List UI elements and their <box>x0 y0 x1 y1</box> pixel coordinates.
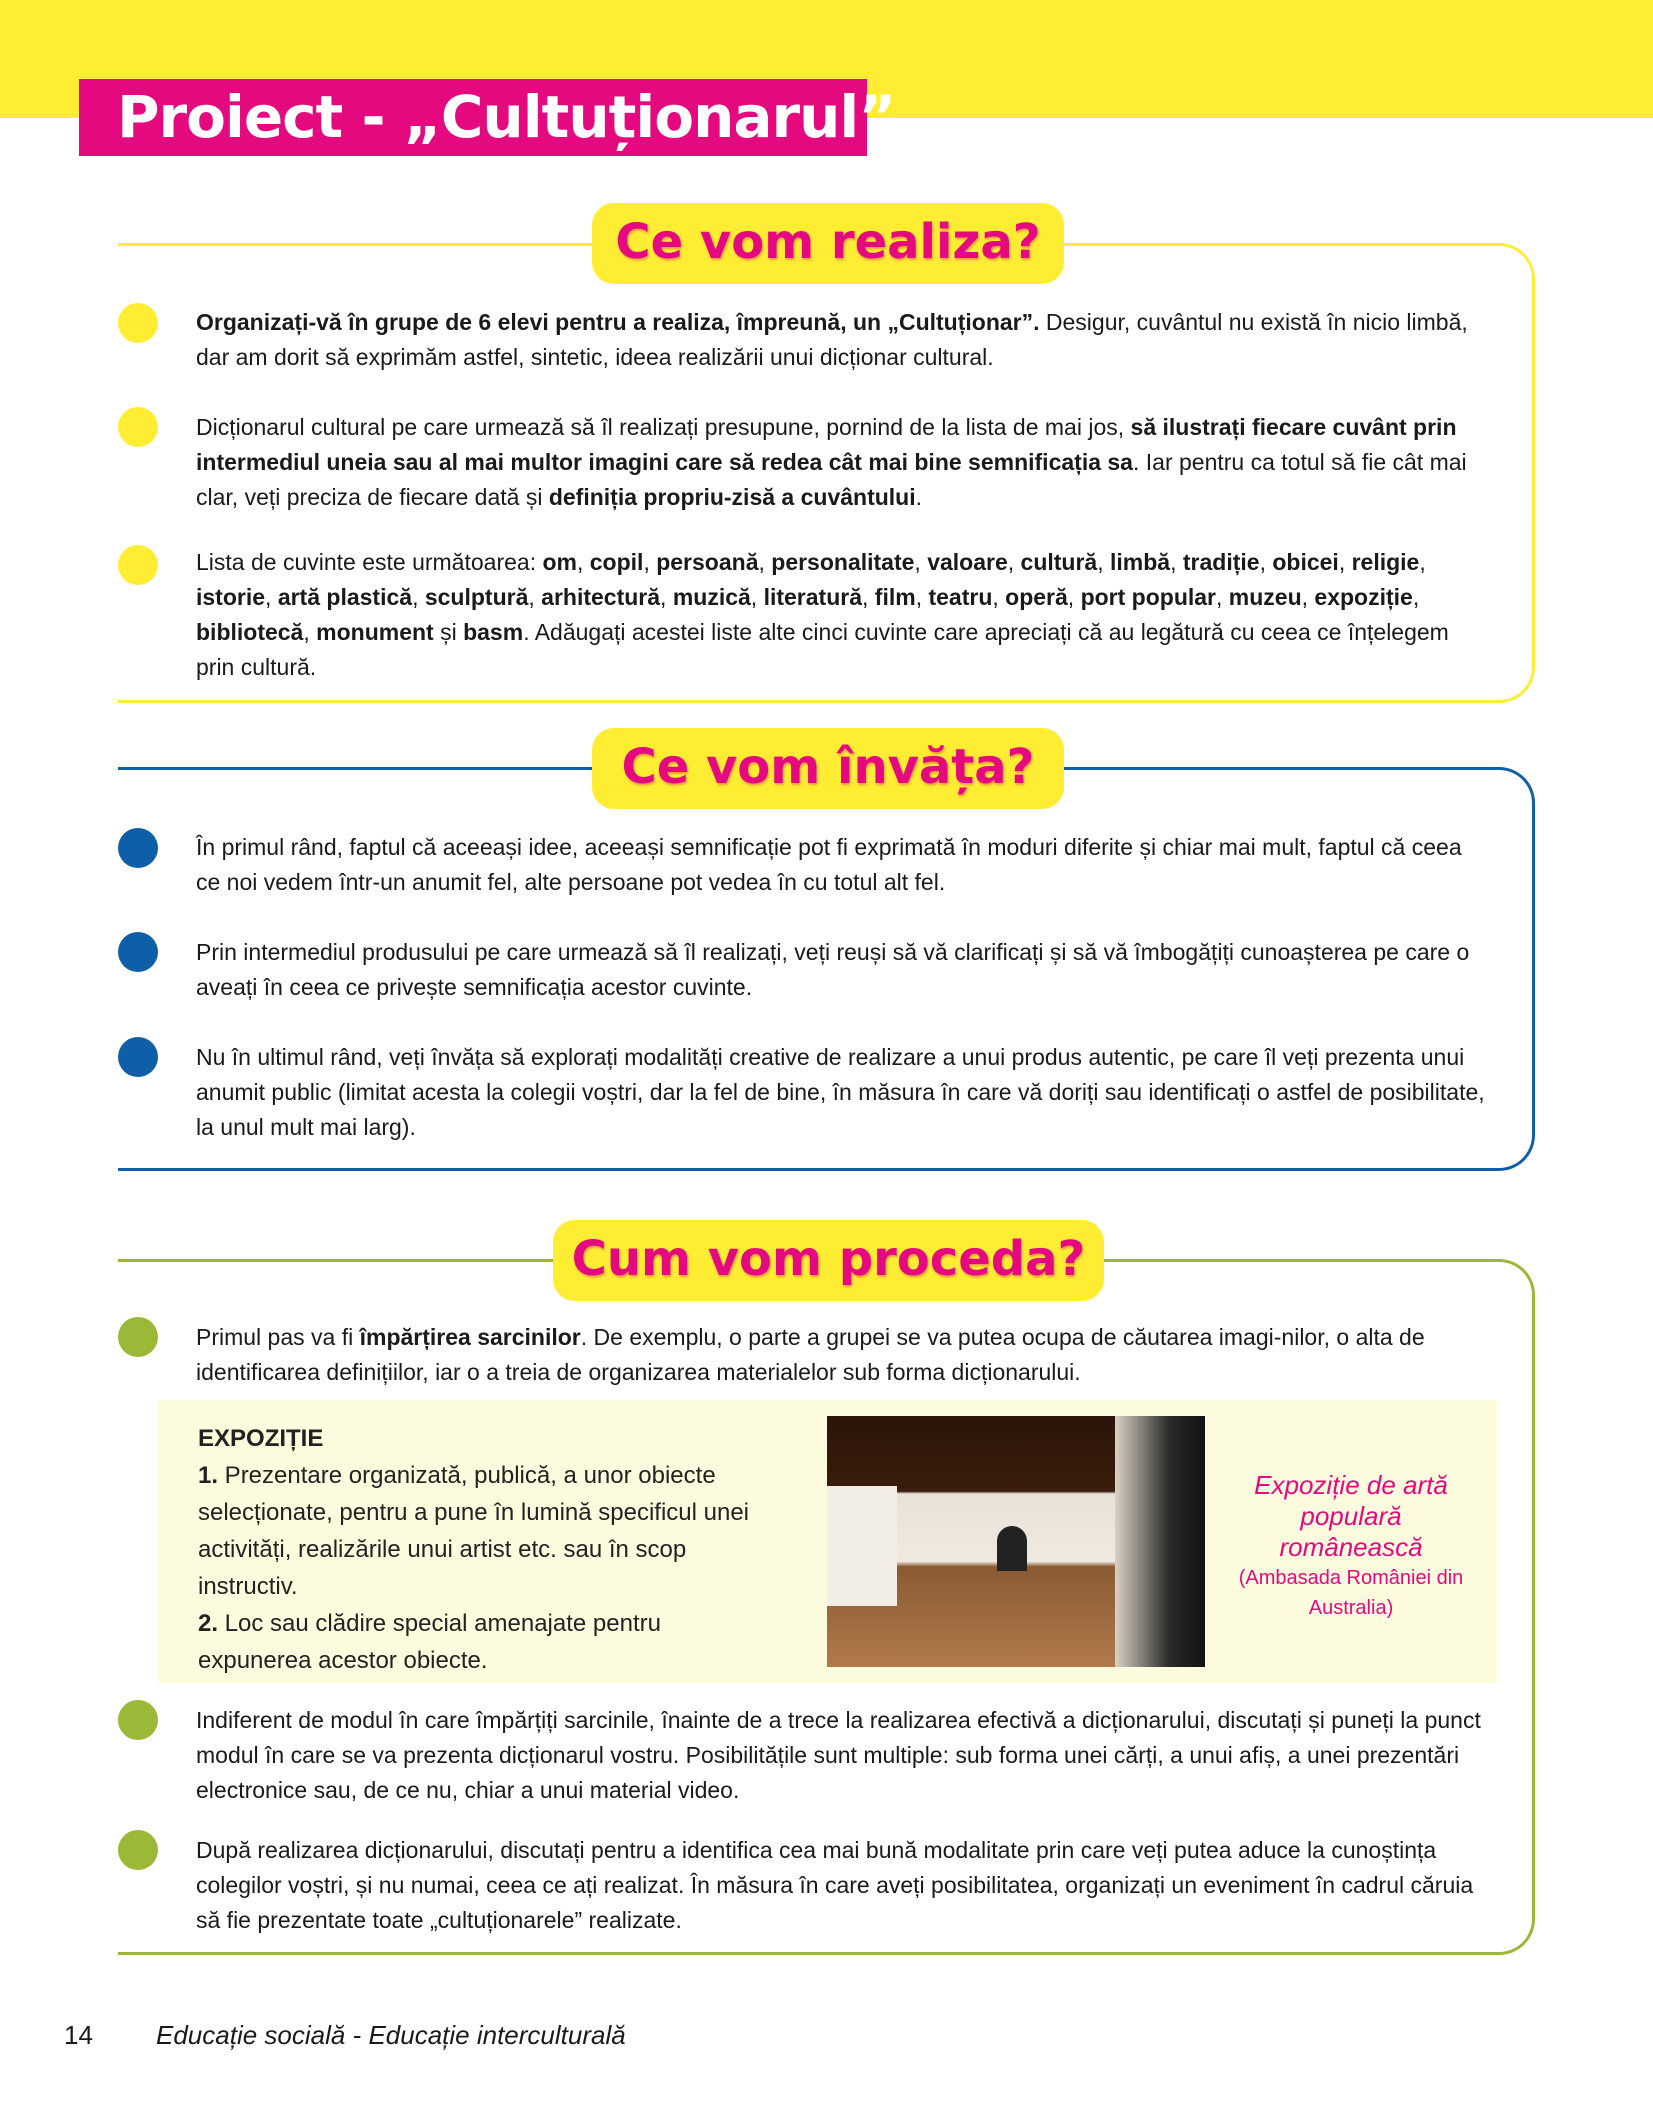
bold-text: Organizați-vă în grupe de 6 elevi pentru a realiza, împreună, un „Cultuționar”. <box>196 309 1040 335</box>
bold-text: port popular <box>1080 584 1217 610</box>
bold-text: artă plastică <box>277 584 413 610</box>
bullet-icon <box>118 1830 158 1870</box>
text: . <box>915 484 922 510</box>
definition-text <box>198 1420 758 1679</box>
bold-text: film <box>874 584 916 610</box>
definition-number: 1. <box>198 1462 219 1489</box>
bold-text: monument <box>316 619 434 645</box>
text: Indiferent de modul în care împărțiți sarcinile, înainte de a trece la realizarea efectivă a dicționarului, discutați și puneți la punct modul în care se va prezenta dicționarul vostru. Posibilitățile sunt multiple: sub forma unei cărți, a unui afiș, a unei prezentări electronice sau, de ce nu, chiar a unui material video. <box>196 1707 1481 1803</box>
caption-title: Expoziție de artă populară românească <box>1254 1470 1448 1562</box>
text: , <box>1338 549 1352 575</box>
bold-text: muzeu <box>1228 584 1302 610</box>
text: , <box>1067 584 1081 610</box>
bold-text: om <box>542 549 577 575</box>
text: și <box>433 619 464 645</box>
text: , <box>1412 584 1420 610</box>
bullet-icon <box>118 545 158 585</box>
text: , <box>1097 549 1111 575</box>
bullet-icon <box>118 932 158 972</box>
text: , <box>1301 584 1315 610</box>
bold-text: istorie <box>196 584 266 610</box>
text: , <box>576 549 590 575</box>
text: Dicționarul cultural pe care urmează să îl realizați presupune, pornind de la lista de mai jos, <box>196 414 1131 440</box>
definition-1: Prezentare organizată, publică, a unor obiecte selecționate, pentru a pune în lumină specificul unei activități, realizările unui artist etc. sau în scop instructiv. <box>198 1462 750 1600</box>
text: , <box>992 584 1006 610</box>
bullet-icon <box>118 407 158 447</box>
page-title: Proiect - „Cultuționarul” <box>79 79 867 156</box>
bold-text: personalitate <box>771 549 915 575</box>
bold-text: operă <box>1005 584 1068 610</box>
text: , <box>862 584 875 610</box>
bold-text: muzică <box>672 584 751 610</box>
bold-text: împărțirea sarcinilor <box>359 1324 581 1350</box>
text: , <box>643 549 657 575</box>
text: , <box>412 584 425 610</box>
bold-text: teatru <box>928 584 993 610</box>
paragraph <box>196 830 1486 900</box>
text: , <box>1419 549 1426 575</box>
exhibition-photo <box>827 1416 1205 1667</box>
bullet-icon <box>118 303 158 343</box>
text: . Iar pentru ca totul să fie cât mai clar, veți preciza de fiecare dată și <box>196 449 1467 510</box>
bold-text: tradiție <box>1182 549 1260 575</box>
caption-source: (Ambasada României din Australia) <box>1238 1567 1464 1619</box>
bullet-icon <box>118 1317 158 1357</box>
text: . De exemplu, o parte a grupei se va putea ocupa de căutarea imagi-nilor, o alta de identificarea definițiilor, iar o a treia de organizarea materialelor sub forma dicționarului. <box>196 1324 1425 1385</box>
text: Lista de cuvinte este următoarea: <box>196 549 543 575</box>
text: , <box>660 584 673 610</box>
bold-text: să ilustrați fiecare cuvânt prin intermediul uneia sau al mai multor imagini care să redea cât mai bine semnificația sa <box>196 414 1457 475</box>
text: În primul rând, faptul că aceeași idee, aceeași semnificație pot fi exprimată în moduri diferite și chiar mai mult, faptul că ceea ce noi vedem într-un anumit fel, alte persoane pot vedea în cu totul alt fel. <box>196 834 1462 895</box>
paragraph <box>196 1833 1486 1938</box>
paragraph <box>196 410 1486 515</box>
bold-text: sculptură <box>424 584 529 610</box>
paragraph <box>196 1040 1486 1145</box>
section-heading-realiza: Ce vom realiza? <box>592 203 1064 284</box>
text: , <box>1170 549 1183 575</box>
bold-text: limbă <box>1110 549 1171 575</box>
text: . Adăugați acestei liste alte cinci cuvinte care apreciați că au legătură cu ceea ce înțelegem prin cultură. <box>196 619 1449 680</box>
text: , <box>265 584 278 610</box>
paragraph <box>196 545 1486 685</box>
bullet-icon <box>118 1037 158 1077</box>
paragraph <box>196 935 1486 1005</box>
bold-text: persoană <box>656 549 759 575</box>
text: Primul pas va fi <box>196 1324 360 1350</box>
text: , <box>915 584 929 610</box>
text: , <box>1216 584 1229 610</box>
paragraph <box>196 1320 1486 1390</box>
bullet-icon <box>118 1700 158 1740</box>
bold-text: basm <box>463 619 524 645</box>
bullet-icon <box>118 828 158 868</box>
bold-text: bibliotecă <box>196 619 304 645</box>
text: Desigur, cuvântul nu există în nicio limbă, dar am dorit să exprimăm astfel, sintetic, ideea realizării unui dicționar cultural. <box>196 309 1468 370</box>
bold-text: literatură <box>763 584 863 610</box>
book-title: Educație socială - Educație interculturală <box>156 2020 626 2050</box>
text: , <box>1007 549 1021 575</box>
bold-text: obicei <box>1272 549 1339 575</box>
bold-text: definiția propriu-zisă a cuvântului <box>548 484 916 510</box>
text: , <box>758 549 772 575</box>
text: , <box>914 549 928 575</box>
bold-text: copil <box>589 549 644 575</box>
text: , <box>750 584 764 610</box>
paragraph <box>196 1703 1486 1808</box>
bold-text: valoare <box>927 549 1008 575</box>
definition-term: EXPOZIȚIE <box>198 1425 324 1452</box>
bold-text: arhitectură <box>541 584 661 610</box>
page-number: 14 <box>64 2020 93 2050</box>
definition-2: Loc sau clădire special amenajate pentru expunerea acestor obiecte. <box>198 1610 661 1674</box>
text: Prin intermediul produsului pe care urmează să îl realizați, veți reuși să vă clarificați și să vă îmbogățiți cunoașterea pe care o aveați în ceea ce privește semnificația acestor cuvinte. <box>196 939 1470 1000</box>
text: Nu în ultimul rând, veți învăța să explorați modalități creative de realizare a unui produs autentic, pe care îl veți prezenta unui anumit public (limitat acesta la colegii voștri, dar la fel de bine, în măsura în care vă doriți sau identificați o astfel de posibilitate, la unul mult mai larg). <box>196 1044 1485 1140</box>
text: , <box>303 619 317 645</box>
bold-text: religie <box>1351 549 1420 575</box>
section-heading-proceda: Cum vom proceda? <box>553 1220 1104 1301</box>
definition-box <box>158 1400 1497 1683</box>
section-heading-invata: Ce vom învăța? <box>592 728 1064 809</box>
definition-number: 2. <box>198 1610 219 1637</box>
paragraph <box>196 305 1486 375</box>
bold-text: expoziție <box>1314 584 1413 610</box>
photo-caption <box>1226 1470 1476 1623</box>
text: După realizarea dicționarului, discutați pentru a identifica cea mai bună modalitate prin care veți putea aduce la cunoștința colegilor voștri, și nu numai, ceea ce ați realizat. În măsura în care aveți posibilitatea, organizați un eveniment în cadrul căruia să fie prezentate toate „cultuționarele” realizate. <box>196 1837 1474 1933</box>
text: , <box>1259 549 1273 575</box>
bold-text: cultură <box>1020 549 1098 575</box>
text: , <box>528 584 542 610</box>
